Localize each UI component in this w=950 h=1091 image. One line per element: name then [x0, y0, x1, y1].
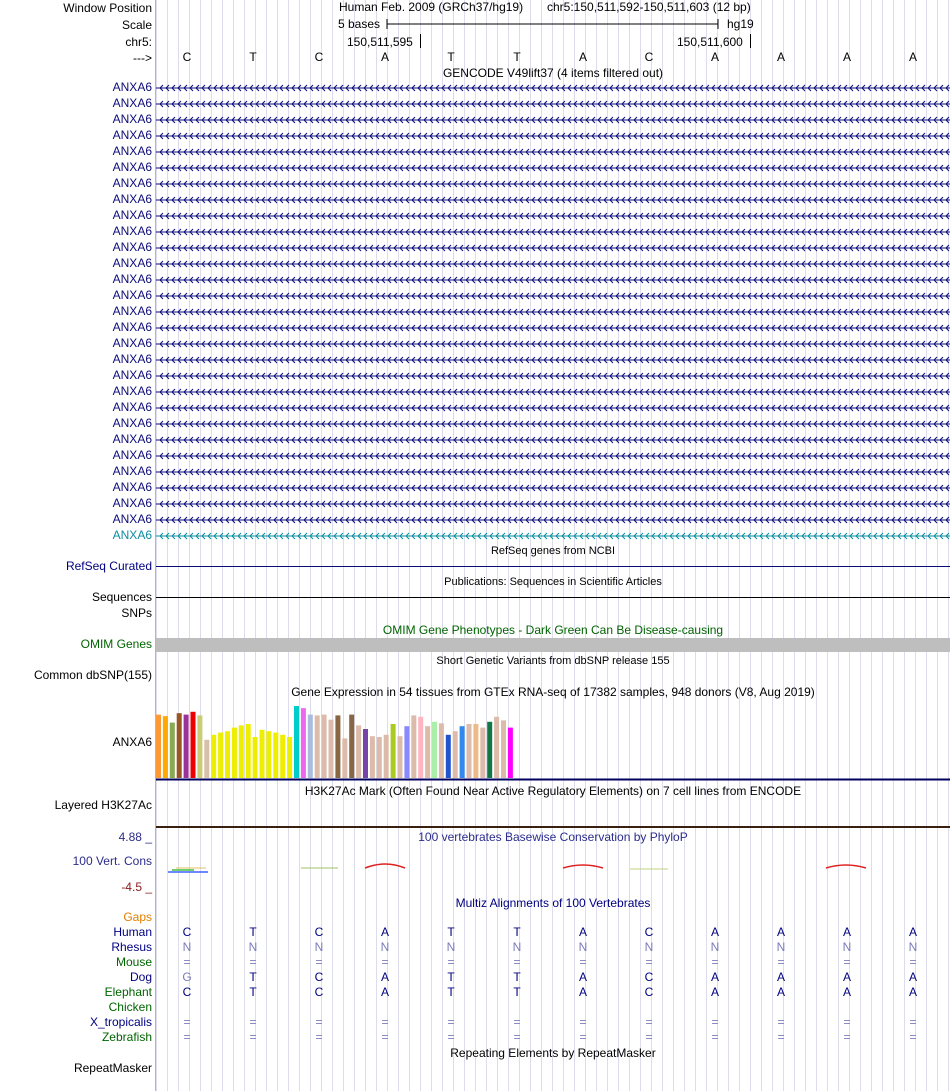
alignment-base: A: [578, 985, 587, 999]
alignment-base: C: [314, 970, 324, 984]
gencode-transcript: [156, 389, 950, 395]
gtex-tissue-bar: [294, 706, 299, 778]
gencode-transcript: [156, 165, 950, 171]
gencode-transcript: [156, 261, 950, 267]
gencode-gene-label[interactable]: ANXA6: [112, 256, 152, 270]
alignment-base: T: [513, 925, 521, 939]
alignment-base: N: [182, 940, 192, 954]
alignment-base: =: [447, 1015, 455, 1029]
gtex-tissue-bar: [404, 726, 409, 778]
gencode-transcript: [156, 229, 950, 235]
phylop-signal[interactable]: [156, 856, 950, 876]
species-label[interactable]: Human: [113, 925, 152, 939]
alignment-base: A: [908, 925, 917, 939]
gtex-tissue-bar: [232, 728, 237, 778]
publications-line[interactable]: [156, 597, 950, 598]
gencode-transcript: [156, 277, 950, 283]
alignment-base: A: [908, 985, 917, 999]
alignment-base: A: [710, 970, 719, 984]
gtex-tissue-bar: [177, 713, 182, 778]
window-position-label: Window Position: [63, 1, 152, 15]
sequence-base: A: [842, 50, 851, 64]
alignment-base: =: [711, 1030, 719, 1044]
gencode-transcript: [156, 101, 950, 107]
gtex-tissue-bar: [211, 735, 216, 778]
alignment-base: N: [842, 940, 852, 954]
alignment-base: A: [380, 970, 389, 984]
gtex-tissue-bar: [377, 737, 382, 778]
sequence-base: A: [710, 50, 719, 64]
repeatmasker-track-title: Repeating Elements by RepeatMasker: [450, 1046, 656, 1060]
gencode-gene-label[interactable]: ANXA6: [112, 224, 152, 238]
gencode-gene-label[interactable]: ANXA6: [112, 368, 152, 382]
gtex-tissue-bar: [501, 720, 506, 778]
alignment-base: N: [380, 940, 390, 954]
gencode-gene-label[interactable]: ANXA6: [112, 336, 152, 350]
species-label[interactable]: Zebrafish: [101, 1030, 152, 1044]
alignment-base: C: [314, 985, 324, 999]
sequence-base: T: [513, 50, 521, 64]
dbsnp-track-label[interactable]: Common dbSNP(155): [33, 668, 152, 682]
alignment-base: N: [908, 940, 918, 954]
alignment-base: T: [249, 925, 257, 939]
gencode-transcript: [156, 197, 950, 203]
scale-label: Scale: [121, 18, 152, 32]
alignment-base: A: [842, 925, 851, 939]
gtex-tissue-bar: [439, 723, 444, 778]
gtex-tissue-bar: [370, 736, 375, 778]
alignment-base: =: [513, 1030, 521, 1044]
alignment-base: T: [447, 970, 455, 984]
alignment-base: =: [513, 955, 521, 969]
alignment-base: A: [710, 925, 719, 939]
gtex-tissue-bar: [156, 715, 161, 778]
alignment-base: =: [843, 955, 851, 969]
alignment-base: =: [579, 955, 587, 969]
gencode-gene-label[interactable]: ANXA6: [112, 288, 152, 302]
alignment-base: C: [182, 985, 192, 999]
alignment-base: C: [644, 985, 654, 999]
gencode-transcript: [156, 469, 950, 475]
alignment-base: C: [644, 925, 654, 939]
alignment-base: A: [710, 985, 719, 999]
gencode-transcript: [156, 373, 950, 379]
alignment-base: T: [249, 985, 257, 999]
gtex-tissue-bar: [329, 720, 334, 778]
gencode-transcript: [156, 357, 950, 363]
alignment-base: =: [183, 1030, 191, 1044]
gencode-gene-label[interactable]: ANXA6: [112, 160, 152, 174]
scale-db-label: hg19: [727, 17, 754, 31]
alignment-base: A: [578, 925, 587, 939]
multiz-track-title: Multiz Alignments of 100 Vertebrates: [455, 896, 651, 910]
refseq-track-label[interactable]: RefSeq Curated: [65, 559, 152, 573]
alignment-base: =: [381, 1015, 389, 1029]
gencode-transcript: [156, 341, 950, 347]
gencode-gene-label[interactable]: ANXA6: [112, 176, 152, 190]
scale-bar: [385, 17, 721, 31]
alignment-base: T: [447, 985, 455, 999]
alignment-base: =: [645, 1030, 653, 1044]
sequence-base: A: [578, 50, 587, 64]
gencode-gene-label[interactable]: ANXA6: [112, 144, 152, 158]
species-label[interactable]: Mouse: [115, 955, 152, 969]
alignment-base: =: [183, 955, 191, 969]
coord-right-label: 150,511,600: [677, 35, 743, 49]
gtex-tissue-bar: [301, 708, 306, 778]
alignment-base: =: [777, 1015, 785, 1029]
gtex-tissue-bar: [197, 715, 202, 778]
sequence-base: A: [776, 50, 785, 64]
scale-text: 5 bases: [338, 17, 381, 31]
gencode-transcript: [156, 517, 950, 523]
sequence-base: C: [644, 50, 654, 64]
alignment-base: A: [578, 970, 587, 984]
gencode-transcript: [156, 245, 950, 251]
gencode-transcript: [156, 133, 950, 139]
track-label-column: [0, 0, 156, 1091]
gtex-tissue-bar: [480, 728, 485, 778]
gtex-tissue-bar: [487, 722, 492, 778]
gtex-tissue-bar: [260, 730, 265, 778]
gtex-tissue-bar: [253, 737, 258, 778]
gencode-gene-label[interactable]: ANXA6: [112, 496, 152, 510]
phylop-min-label: -4.5 _: [121, 880, 152, 894]
alignment-base: C: [182, 925, 192, 939]
alignment-base: =: [315, 1015, 323, 1029]
alignment-base: A: [908, 970, 917, 984]
alignment-base: =: [777, 1030, 785, 1044]
gtex-tissue-bar: [363, 729, 368, 778]
gtex-tissue-bar: [280, 735, 285, 778]
gencode-gene-label[interactable]: ANXA6: [112, 96, 152, 110]
gencode-gene-label[interactable]: ANXA6: [112, 448, 152, 462]
gtex-tissue-bar: [356, 725, 361, 778]
gtex-tissue-bar: [239, 725, 244, 778]
gtex-tissue-bar: [287, 737, 292, 778]
gtex-tissue-bar: [204, 740, 209, 778]
gtex-tissue-bar: [266, 731, 271, 778]
gtex-tissue-bar: [191, 712, 196, 778]
alignment-base: C: [314, 925, 324, 939]
gencode-gene-label[interactable]: ANXA6: [112, 128, 152, 142]
gtex-tissue-bar: [170, 723, 175, 778]
gencode-transcript: [156, 421, 950, 427]
gtex-tissue-bar: [425, 726, 430, 778]
gencode-transcript: [156, 181, 950, 187]
gtex-track-title: Gene Expression in 54 tissues from GTEx RNA-seq of 17382 samples, 948 donors (V8, Aug 2019): [291, 685, 815, 699]
alignment-base: =: [447, 1030, 455, 1044]
alignment-base: =: [315, 955, 323, 969]
gtex-tissue-bar: [335, 715, 340, 778]
gtex-tissue-bar: [308, 715, 313, 778]
gaps-label: Gaps: [123, 910, 152, 924]
gencode-transcript: [156, 533, 950, 539]
sequence-base: C: [182, 50, 192, 64]
alignment-base: =: [909, 1030, 917, 1044]
species-label[interactable]: Chicken: [108, 1000, 152, 1014]
alignment-base: =: [843, 1030, 851, 1044]
gtex-tissue-bar: [508, 728, 513, 778]
gencode-transcripts[interactable]: [156, 80, 950, 550]
h3k27ac-baseline[interactable]: [156, 826, 950, 828]
gencode-gene-label[interactable]: ANXA6: [112, 208, 152, 222]
gencode-transcript: [156, 405, 950, 411]
gencode-gene-label[interactable]: ANXA6: [112, 352, 152, 366]
alignment-base: N: [248, 940, 258, 954]
alignment-base: N: [578, 940, 588, 954]
publications-track-title: Publications: Sequences in Scientific Articles: [444, 576, 662, 588]
snps-track-label[interactable]: SNPs: [121, 606, 152, 620]
gencode-transcript: [156, 453, 950, 459]
alignment-base: =: [249, 955, 257, 969]
gtex-tissue-bar: [273, 733, 278, 778]
alignment-base: =: [579, 1030, 587, 1044]
gtex-tissue-bar: [494, 717, 499, 778]
alignment-base: N: [710, 940, 720, 954]
h3k27ac-track-title: H3K27Ac Mark (Often Found Near Active Regulatory Elements) on 7 cell lines from ENCODE: [304, 784, 802, 798]
gtex-tissue-bar: [467, 724, 472, 778]
gtex-tissue-bar: [453, 731, 458, 778]
coord-left-tick: [420, 34, 421, 48]
alignment-base: =: [249, 1015, 257, 1029]
chr-label: chr5:: [125, 35, 152, 49]
alignment-base: N: [512, 940, 522, 954]
species-label[interactable]: Elephant: [104, 985, 152, 999]
gtex-tissue-bar: [349, 715, 354, 778]
alignment-base: =: [711, 955, 719, 969]
omim-track-label[interactable]: OMIM Genes: [80, 637, 152, 651]
gtex-tissue-bar: [322, 715, 327, 778]
gtex-tissue-bar: [460, 726, 465, 778]
alignment-base: =: [711, 1015, 719, 1029]
alignment-base: C: [644, 970, 654, 984]
phylop-track-title: 100 vertebrates Basewise Conservation by PhyloP: [418, 830, 688, 844]
alignment-base: N: [776, 940, 786, 954]
gtex-bar-chart[interactable]: [156, 699, 950, 781]
gtex-tissue-bar: [398, 736, 403, 778]
omim-feature-bar[interactable]: [156, 638, 950, 652]
alignment-base: =: [315, 1030, 323, 1044]
gencode-gene-label[interactable]: ANXA6: [112, 272, 152, 286]
species-label[interactable]: Dog: [129, 970, 152, 984]
gencode-gene-label[interactable]: ANXA6: [112, 400, 152, 414]
species-label[interactable]: Rhesus: [111, 940, 152, 954]
alignment-base: =: [447, 955, 455, 969]
gtex-tissue-bar: [184, 715, 189, 778]
gencode-gene-label[interactable]: ANXA6: [112, 80, 152, 94]
gencode-gene-label[interactable]: ANXA6: [112, 480, 152, 494]
sequence-base: A: [380, 50, 389, 64]
alignment-base: G: [182, 970, 192, 984]
alignment-base: =: [645, 955, 653, 969]
gtex-tissue-bar: [473, 724, 478, 778]
alignment-base: A: [776, 970, 785, 984]
gtex-tissue-bar: [446, 735, 451, 778]
alignment-base: =: [183, 1015, 191, 1029]
alignment-base: =: [579, 1015, 587, 1029]
alignment-base: A: [842, 970, 851, 984]
refseq-track-title: RefSeq genes from NCBI: [490, 545, 616, 557]
alignment-base: =: [843, 1015, 851, 1029]
alignment-base: T: [447, 925, 455, 939]
gencode-gene-label[interactable]: ANXA6: [112, 304, 152, 318]
gencode-gene-label[interactable]: ANXA6: [112, 528, 152, 542]
phylop-track-label[interactable]: 100 Vert. Cons: [72, 854, 152, 868]
gtex-tissue-bar: [218, 733, 223, 778]
alignment-base: =: [513, 1015, 521, 1029]
gtex-tissue-bar: [246, 724, 251, 778]
gencode-transcript: [156, 501, 950, 507]
gencode-transcript: [156, 117, 950, 123]
gencode-gene-label[interactable]: ANXA6: [112, 320, 152, 334]
gencode-track-title: GENCODE V49lift37 (4 items filtered out): [442, 66, 664, 80]
gtex-tissue-bar: [384, 735, 389, 778]
gencode-transcript: [156, 293, 950, 299]
gtex-tissue-bar: [315, 715, 320, 778]
gencode-gene-label[interactable]: ANXA6: [112, 416, 152, 430]
strand-label: --->: [133, 51, 152, 65]
sequence-base: T: [447, 50, 455, 64]
alignment-base: =: [249, 1030, 257, 1044]
alignment-base: A: [380, 925, 389, 939]
gtex-gene-label[interactable]: ANXA6: [112, 735, 152, 749]
coord-left-label: 150,511,595: [347, 35, 413, 49]
gencode-gene-label[interactable]: ANXA6: [112, 432, 152, 446]
gtex-tissue-bar: [411, 715, 416, 778]
alignment-base: A: [776, 925, 785, 939]
gencode-transcript: [156, 485, 950, 491]
phylop-max-label: 4.88 _: [118, 830, 152, 844]
assembly-title: Human Feb. 2009 (GRCh37/hg19): [339, 0, 524, 14]
gencode-transcript: [156, 85, 950, 91]
sequence-base: T: [249, 50, 257, 64]
alignment-base: T: [513, 970, 521, 984]
sequence-base: C: [314, 50, 324, 64]
alignment-base: A: [380, 985, 389, 999]
position-readout: chr5:150,511,592-150,511,603 (12 bp): [547, 0, 751, 14]
gtex-tissue-bar: [418, 717, 423, 778]
gencode-gene-label[interactable]: ANXA6: [112, 240, 152, 254]
alignment-base: =: [777, 955, 785, 969]
species-label[interactable]: X_tropicalis: [89, 1015, 152, 1029]
gencode-gene-label[interactable]: ANXA6: [112, 464, 152, 478]
alignment-base: =: [381, 1030, 389, 1044]
gencode-gene-label[interactable]: ANXA6: [112, 192, 152, 206]
gencode-transcript: [156, 213, 950, 219]
gencode-gene-label[interactable]: ANXA6: [112, 512, 152, 526]
alignment-base: =: [909, 955, 917, 969]
gencode-transcript: [156, 437, 950, 443]
alignment-base: A: [842, 985, 851, 999]
alignment-base: N: [314, 940, 324, 954]
alignment-base: N: [446, 940, 456, 954]
alignment-base: =: [381, 955, 389, 969]
repeatmasker-track-label[interactable]: RepeatMasker: [73, 1061, 152, 1075]
dbsnp-track-title: Short Genetic Variants from dbSNP release 155: [436, 655, 670, 667]
gtex-tissue-bar: [432, 722, 437, 778]
gencode-gene-label[interactable]: ANXA6: [112, 384, 152, 398]
coord-right-tick: [750, 34, 751, 48]
gtex-tissue-bar: [342, 738, 347, 778]
omim-track-title: OMIM Gene Phenotypes - Dark Green Can Be Disease-causing: [382, 623, 724, 637]
refseq-gene-line[interactable]: [156, 566, 950, 567]
sequence-base: A: [908, 50, 917, 64]
gtex-tissue-bar: [163, 716, 168, 778]
alignment-base: T: [249, 970, 257, 984]
alignment-base: =: [909, 1015, 917, 1029]
gencode-transcript: [156, 149, 950, 155]
gtex-tissue-bar: [225, 731, 230, 778]
h3k27ac-track-label[interactable]: Layered H3K27Ac: [54, 798, 152, 812]
gencode-transcript: [156, 325, 950, 331]
alignment-base: A: [776, 985, 785, 999]
alignment-base: =: [645, 1015, 653, 1029]
publications-track-label[interactable]: Sequences: [91, 590, 152, 604]
gtex-tissue-bar: [391, 724, 396, 778]
gencode-transcript: [156, 309, 950, 315]
alignment-base: N: [644, 940, 654, 954]
gencode-gene-label[interactable]: ANXA6: [112, 112, 152, 126]
alignment-base: T: [513, 985, 521, 999]
